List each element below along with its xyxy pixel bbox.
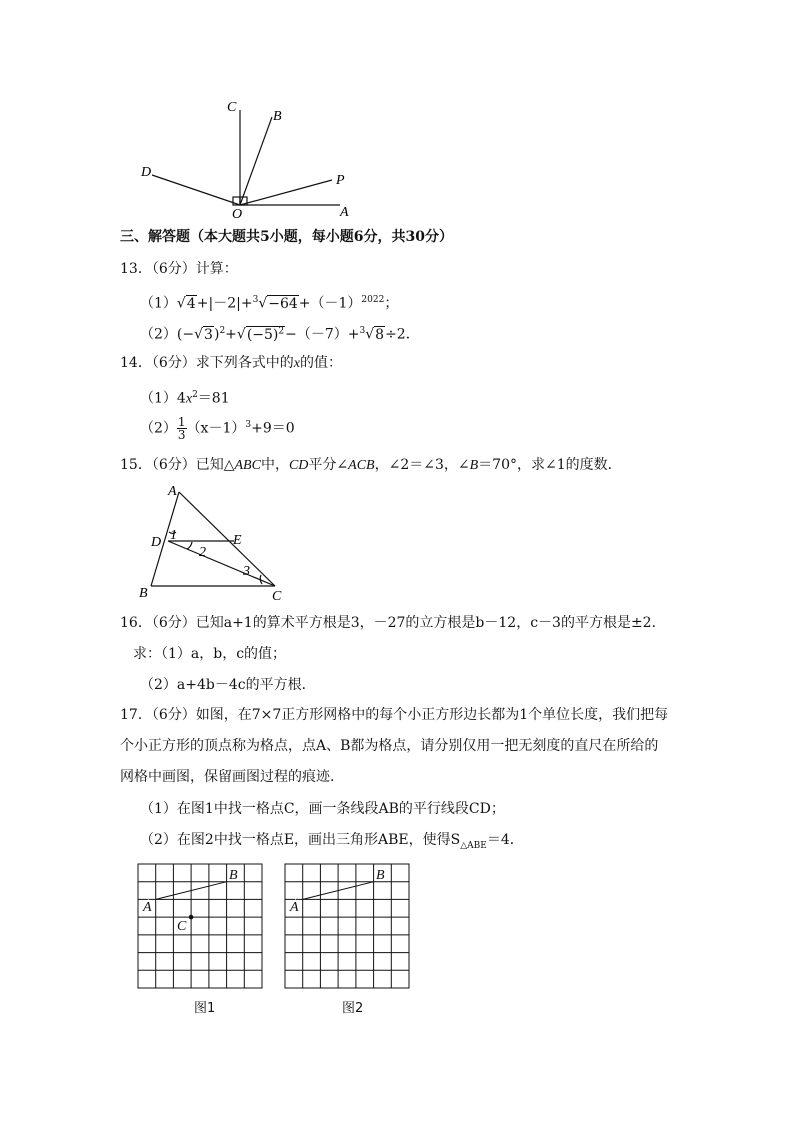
- q15-d: ，∠2＝∠3，∠: [374, 457, 470, 473]
- sqrt-sign: √: [176, 295, 186, 312]
- label-P: P: [336, 173, 345, 188]
- label-A: A: [143, 900, 152, 915]
- q15-b: 中，: [260, 457, 289, 473]
- q17-line2: 个小正方形的顶点称为格点，点A、B都为格点，请分别仅用一把无刻度的直尺在所给的: [120, 738, 659, 754]
- grid2-caption: 图2: [342, 1001, 364, 1016]
- q13-p2-open: (−: [176, 326, 195, 343]
- q13-p2-end: ÷2．: [385, 326, 420, 343]
- q13-part2: [140, 322, 420, 344]
- label-C: C: [227, 100, 237, 115]
- grid-figure-2: [277, 860, 417, 995]
- q16-text: 16．（6分）已知a+1的算术平方根是3，－27的立方根是b－12，c－3的平方根是±2．: [120, 615, 666, 631]
- q15-e: ＝70°，求∠1的度数．: [478, 457, 622, 473]
- q13-p1-radicand1: 4: [186, 295, 196, 312]
- q14-head-a: 14．（6分）求下列各式中的: [120, 355, 294, 371]
- label-A: A: [290, 900, 299, 915]
- q14-p2-rhs: +9＝0: [251, 420, 295, 437]
- q14-p2-fraction: [177, 416, 187, 441]
- label-A: A: [168, 484, 177, 499]
- q14-p2-base: （x－1）: [186, 420, 246, 437]
- q13-p1-radicand2: −64: [268, 295, 298, 312]
- label-B: B: [139, 586, 148, 601]
- q13-p2-exp2: 2: [278, 326, 285, 336]
- q13-p1-semicolon: ；: [384, 295, 399, 312]
- q13-p1-mid: +|－2|+: [196, 295, 253, 312]
- q13-p2-radicand2: [246, 326, 285, 343]
- q17-sub2-a: （2）在图2中找一格点E，画出三角形ABE，使得S: [140, 832, 461, 848]
- q13-heading: 13．（6分）计算：: [120, 261, 238, 277]
- q13-p2-radicand3: 8: [375, 326, 385, 343]
- angle-figure: [130, 95, 360, 225]
- label-O: O: [232, 207, 243, 222]
- q16-sub1: 求：（1）a，b，c的值；: [133, 646, 287, 662]
- grid1-caption: 图1: [194, 1001, 216, 1016]
- q13-p1-index: （1）: [140, 295, 177, 312]
- q13-p2-radicand2-base: (−5): [246, 326, 279, 343]
- q14-p1-rhs: ＝81: [197, 390, 230, 407]
- q15-bvar: B: [469, 458, 479, 473]
- label-A: A: [340, 205, 349, 220]
- q13-p2-close: ): [213, 326, 220, 343]
- q14-p1-x: x: [185, 391, 193, 407]
- q13-p1-cube-index: 3: [252, 295, 259, 305]
- label-B: B: [376, 868, 385, 883]
- q14-p2-exp: 3: [245, 420, 252, 430]
- point-C: [189, 915, 194, 920]
- q13-p2-mid: −（－7）+: [285, 326, 360, 343]
- q14-head-b: 的值：: [299, 355, 342, 371]
- q14-p1-coef: 4: [176, 390, 186, 407]
- q17-sub1: （1）在图1中找一格点C，画一条线段AB的平行线段CD；: [140, 801, 505, 817]
- q13-p1-exponent: 2022: [361, 295, 385, 305]
- label-E: E: [233, 533, 242, 548]
- q14-part2: [140, 416, 295, 441]
- sqrt-sign: √: [236, 326, 246, 343]
- q13-p2-radicand1: 3: [204, 326, 213, 343]
- q16-sub2: （2）a+4b－4c的平方根．: [140, 677, 316, 693]
- q15-acb: ACB: [348, 458, 375, 473]
- section-title: 三、解答题（本大题共5小题，每小题6分，共30分）: [120, 229, 453, 245]
- q15-text: [120, 456, 622, 475]
- sqrt-sign: √: [258, 295, 268, 312]
- q17-line1: 17．（6分）如图，在7×7正方形网格中的每个小正方形边长都为1个单位长度，我们把每: [120, 707, 669, 723]
- q15-cd: CD: [288, 458, 309, 473]
- label-B: B: [273, 109, 282, 124]
- fraction-numerator: 1: [177, 415, 186, 430]
- label-D: D: [151, 535, 162, 550]
- q17-sub2-b: ＝4．: [486, 832, 524, 848]
- q13-p2-index: （2）: [140, 326, 177, 343]
- q15-c: 平分∠: [308, 457, 349, 473]
- q14-heading: [120, 354, 342, 373]
- q14-part1: [140, 386, 230, 409]
- sqrt-sign: √: [365, 326, 375, 343]
- triangle-figure: [135, 480, 295, 605]
- q13-p1-end: +（－1）: [298, 295, 362, 312]
- q17-line3: 网格中画图，保留画图过程的痕迹．: [120, 769, 344, 785]
- sqrt-sign: √: [194, 326, 204, 343]
- q13-part1: [140, 291, 398, 313]
- label-D: D: [141, 165, 152, 180]
- q13-p2-exp1: 2: [219, 326, 226, 336]
- label-C: C: [177, 919, 187, 934]
- q13-p2-plus: +: [225, 326, 237, 343]
- label-B: B: [229, 868, 238, 883]
- label-C: C: [272, 589, 282, 604]
- q15-a: 15．（6分）已知△: [120, 457, 235, 473]
- q14-p2-index: （2）: [140, 420, 177, 437]
- label-angle2: 2: [199, 545, 206, 560]
- q13-p2-cube-index: 3: [359, 326, 366, 336]
- grid-figure-1: [130, 860, 270, 995]
- q14-head-x: x: [293, 356, 300, 371]
- label-angle3: 3: [243, 564, 250, 579]
- q17-sub2: [140, 831, 524, 855]
- q14-p1-exp: 2: [192, 390, 198, 400]
- q17-sub2-subscript: △ABE: [460, 840, 487, 851]
- label-angle1: 1: [170, 528, 177, 543]
- fraction-denominator: 3: [177, 428, 186, 443]
- q14-p1-index: （1）: [140, 390, 177, 407]
- q15-abc: ABC: [234, 458, 261, 473]
